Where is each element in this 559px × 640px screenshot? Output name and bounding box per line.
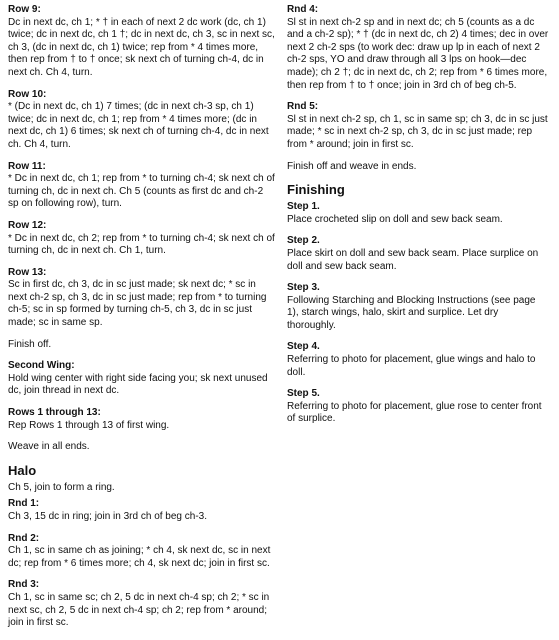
rnd-heading: Rnd 1: [8,498,40,510]
finishing-title: Finishing [287,182,345,198]
step-heading: Step 3. [287,282,320,294]
rnd-heading: Rnd 2: [8,532,40,544]
row-9 [8,4,276,80]
row-text: * Dc in next dc, ch 2; rep from * to turning ch-4; sk next ch of turning ch, dc in next ch. Ch 1, turn. [8,232,275,257]
step-text: Referring to photo for placement, glue wings and halo to doll. [287,354,536,378]
row-text: Rep Rows 1 through 13 of first wing. [8,419,170,431]
row-heading: Row 13: [8,266,47,278]
section-text: Hold wing center with right side facing you; sk next unused dc, join thread in next dc. [8,372,268,397]
section-heading: Second Wing: [8,360,75,372]
note-text: Ch 5, join to form a ring. [8,481,115,493]
row-heading: Row 11: [8,160,46,172]
finish-off-note [8,339,276,352]
row-heading: Row 10: [8,88,47,100]
finishing-step-5 [287,388,549,426]
step-heading: Step 2. [287,235,320,247]
row-text: Sc in first dc, ch 3, dc in sc just made; sk next dc; * sc in next ch-2 sp, ch 3, dc in sc just made; rep from * to turning ch-5; sc in sp formed by turning ch-5, ch 3, dc in sc just made; sc in same sp. [8,279,267,329]
halo-intro [8,482,276,495]
rnd-text: Ch 3, 15 dc in ring; join in 3rd ch of beg ch-3. [8,511,208,522]
right-column [287,4,549,435]
halo-rnd-2 [8,533,276,571]
second-wing [8,360,276,398]
row-heading: Rows 1 through 13: [8,407,101,419]
rnd-heading: Rnd 3: [8,579,40,591]
note-text: Weave in all ends. [8,441,90,453]
step-heading: Step 1. [287,201,320,213]
row-11 [8,161,276,211]
finishing-step-3 [287,282,549,332]
note-text: Finish off. [8,338,52,350]
note-text: Finish off and weave in ends. [287,160,417,172]
finish-weave-note [287,161,549,174]
finishing-step-4 [287,341,549,379]
step-text: Referring to photo for placement, glue rose to center front of surplice. [287,400,542,425]
rnd-heading: Rnd 5: [287,101,319,113]
halo-rnd-4 [287,4,549,92]
rnd-text: Ch 1, sc in same sc; ch 2, 5 dc in next ch-4 sp; ch 2; * sc in next sc, ch 2, 5 dc in next ch-4 sp; ch 2; rep from * around; join in first sc. [8,591,270,629]
weave-ends-note [8,441,276,454]
row-heading: Row 9: [8,4,41,15]
finishing-step-1 [287,201,549,226]
rnd-text: Ch 1, sc in same ch as joining; * ch 4, sk next dc, sc in next dc; rep from * 6 times more; ch 4, sk next dc; join in first sc. [8,545,271,569]
rnd-text: Sl st in next ch-2 sp, ch 1, sc in same sp; ch 3, dc in sc just made; * sc in next ch-2 sp, ch 3, dc in sc just made; rep from * around; join in first sc. [287,113,548,150]
step-heading: Step 5. [287,388,320,400]
halo-rnd-3 [8,579,276,629]
row-text: * (Dc in next dc, ch 1) 7 times; (dc in next ch-3 sp, ch 1) twice; dc in next dc, ch 1; rep from * 4 times more; (dc in next dc, ch 1) 6 times; sk next ch of turning ch-4, dc in next ch. Ch 4, turn. [8,101,269,150]
row-12 [8,220,276,258]
finishing-step-2 [287,235,549,273]
row-10 [8,89,276,152]
row-text: * Dc in next dc, ch 1; rep from * to turning ch-4; sk next ch of turning ch, dc in next ch. Ch 5 (counts as first dc and ch-2 sp on following row), turn. [8,173,275,210]
row-text: Dc in next dc, ch 1; * † in each of next 2 dc work (dc, ch 1) twice; dc in next dc, ch 1 †; dc in next dc, ch 3, sc in next sc, ch 3, (dc in next dc, ch 1) twice; rep from * 4 times more, then rep from † to † once; sk next ch of turning ch-4, dc in next ch. Ch 4, turn. [8,16,275,78]
left-column [8,4,276,639]
rows-1-through-13 [8,407,276,432]
rnd-text: Sl st in next ch-2 sp and in next dc; ch 5 (counts as a dc and a ch-2 sp); * † (dc in next dc, ch 2) 4 times; dec in over next 2 ch-2 sps (to work dec: draw up lp in each of next 2 ch-2 sps, YO and draw through all 3 lps on hook—dec made); ch 2 †; dc in next dc, ch 2; rep from * 6 times more, then rep from † to † once; join in 3rd ch of beg ch-5. [287,16,549,91]
halo-title: Halo [8,462,37,478]
step-heading: Step 4. [287,341,320,353]
halo-rnd-1 [8,498,276,523]
step-text: Following Starching and Blocking Instructions (see page 1), starch wings, halo, skirt and surplice. Let dry thoroughly. [287,294,536,331]
row-heading: Row 12: [8,219,47,231]
rnd-heading: Rnd 4: [287,4,319,15]
step-text: Place skirt on doll and sew back seam. Place surplice on doll and sew back seam. [287,247,539,272]
row-13 [8,267,276,330]
step-text: Place crocheted slip on doll and sew back seam. [287,213,503,225]
halo-rnd-5 [287,101,549,151]
